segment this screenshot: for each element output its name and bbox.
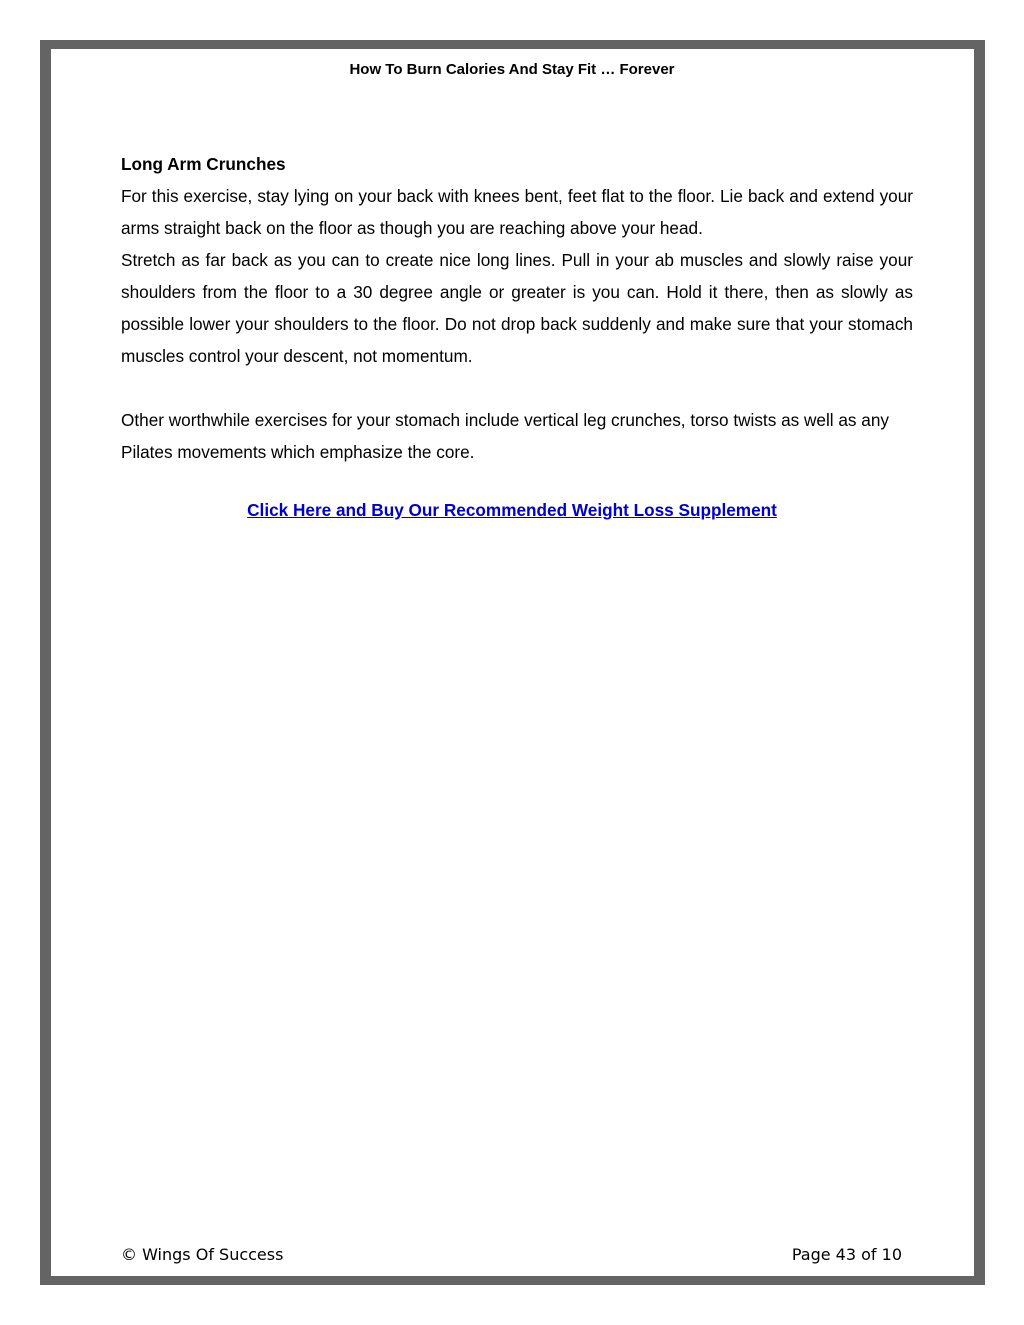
section-heading: Long Arm Crunches — [121, 154, 286, 174]
cta-container — [0, 497, 1024, 523]
paragraph-spacer — [121, 372, 913, 404]
footer-copyright: © Wings Of Success — [121, 1245, 284, 1264]
paragraph-technique: Stretch as far back as you can to create nice long lines. Pull in your ab muscles and slowly raise your shoulders from the floor to a 30 degree angle or greater is you can. Hold it there, then as slowly as possible lower your shoulders to the floor. Do not drop back suddenly and make sure that your stomach muscles control your descent, not momentum. — [121, 250, 913, 366]
buy-supplement-link[interactable]: Click Here and Buy Our Recommended Weight Loss Supplement — [247, 500, 777, 520]
footer-page-number: Page 43 of 10 — [791, 1245, 902, 1264]
page-content — [121, 148, 913, 468]
paragraph-instructions: For this exercise, stay lying on your back with knees bent, feet flat to the floor. Lie back and extend your arms straight back on the floor as though you are reaching above your head. — [121, 186, 913, 238]
document-header-title: How To Burn Calories And Stay Fit … Forever — [349, 61, 675, 78]
paragraph-other-exercises: Other worthwhile exercises for your stomach include vertical leg crunches, torso twists as well as any Pilates movements which emphasize the core. — [121, 410, 890, 462]
